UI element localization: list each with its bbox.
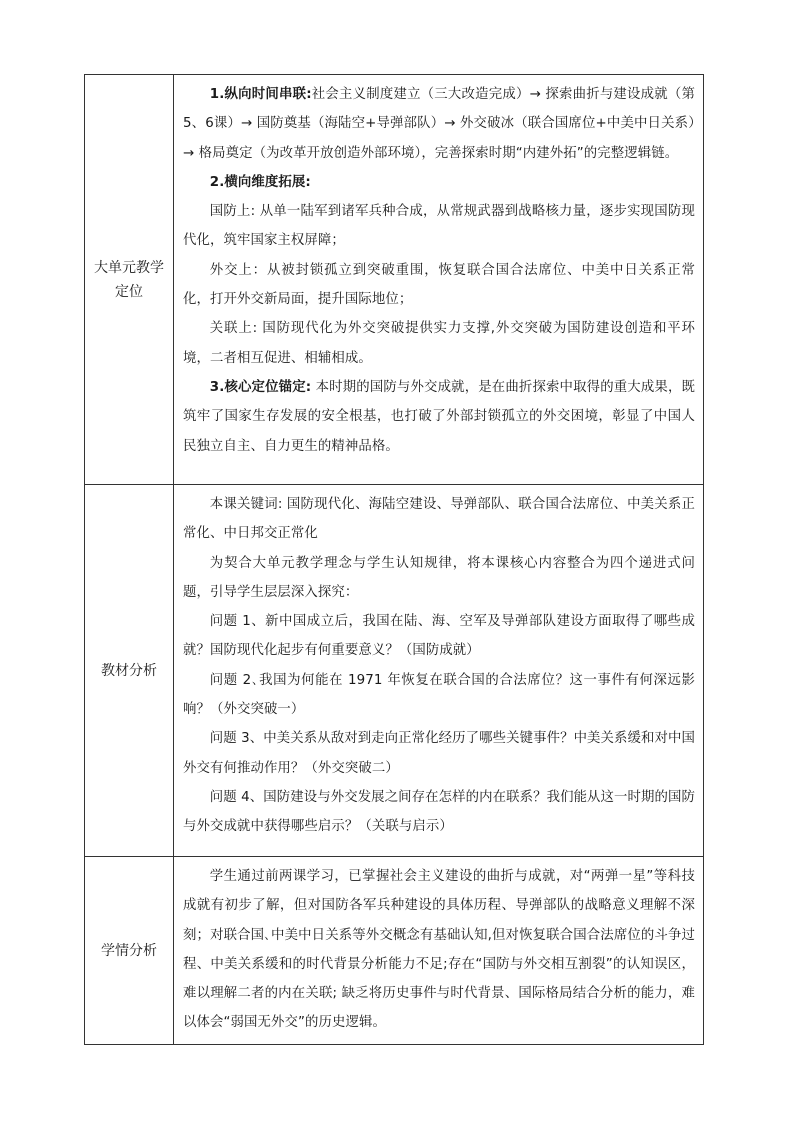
paragraph-text: 问题 4、国防建设与外交发展之间存在怎样的内在联系？我们能从这一时期的国防与外交成就中获得哪些启示？（关联与启示） [183,789,695,835]
paragraph [183,373,695,461]
row-content [174,857,704,1045]
row-content [174,75,704,485]
table-row [85,75,704,485]
table-row [85,485,704,857]
row-label: 大单元教学定位 [85,75,174,485]
paragraph-text: 问题 1、新中国成立后，我国在陆、海、空军及导弹部队建设方面取得了哪些成就？国防现代化起步有何重要意义？（国防成就） [183,614,695,659]
paragraph-text: 国防上: 从单一陆军到诸军兵种合成，从常规武器到战略核力量，逐步实现国防现代化，筑牢国家主权屏障； [183,204,695,249]
paragraph [183,724,695,783]
paragraph-heading: 3.核心定位锚定: [209,379,312,395]
paragraph-text: 本时期的国防与外交成就，是在曲折探索中取得的重大成果，既筑牢了国家生存发展的安全根基，也打破了外部封锁孤立的外交困境，彰显了中国人民独立自主、自力更生的精神品格。 [183,379,695,454]
paragraph [183,256,695,315]
paragraph-text: 本课关键词: 国防现代化、海陆空建设、导弹部队、联合国合法席位、中美关系正常化、中日邦交正常化 [183,497,695,542]
paragraph-text: 社会主义制度建立（三大改造完成）→ 探索曲折与建设成就（第5、6课）→ 国防奠基（海陆空+导弹部队）→ 外交破冰（联合国席位+中美中日关系）→ 格局奠定（为改革开放创造外部环境），完善探索时期“内建外拓”的完整逻辑链。 [183,87,695,161]
paragraph [183,80,695,168]
paragraph-text: 关联上: 国防现代化为外交突破提供实力支撑,外交突破为国防建设创造和平环境，二者相互促进、相辅相成。 [183,321,695,366]
paragraph-text: 外交上：从被封锁孤立到突破重围，恢复联合国合法席位、中美中日关系正常化，打开外交新局面，提升国际地位； [183,262,695,308]
paragraph [183,607,695,666]
paragraph [183,197,695,256]
paragraph-heading: 2.横向维度拓展: [209,174,311,190]
paragraph [183,549,695,608]
paragraph-text: 问题 2､我国为何能在 1971 年恢复在联合国的合法席位？这一事件有何深远影响？（外交突破一） [183,672,695,718]
paragraph [183,862,695,1038]
paragraph [183,168,695,197]
lesson-plan-table [84,74,704,1045]
row-label: 学情分析 [85,857,174,1045]
row-label: 教材分析 [85,485,174,857]
paragraph [183,783,695,842]
paragraph [183,490,695,549]
paragraph-text: 问题 3、中美关系从敌对到走向正常化经历了哪些关键事件？中美关系缓和对中国外交有何推动作用？（外交突破二） [183,731,695,776]
paragraph [183,314,695,373]
paragraph-heading: 1.纵向时间串联: [209,87,312,102]
row-content [174,485,704,857]
table-row [85,857,704,1045]
paragraph [183,666,695,725]
paragraph-text: 为契合大单元教学理念与学生认知规律，将本课核心内容整合为四个递进式问题，引导学生层层深入探究： [183,555,695,600]
paragraph-text: 学生通过前两课学习，已掌握社会主义建设的曲折与成就，对“两弹一星”等科技成就有初步了解，但对国防各军兵种建设的具体历程、导弹部队的战略意义理解不深刻；对联合国､中美中日关系等外交概念有基础认知,但对恢复联合国合法席位的斗争过程、中美关系缓和的时代背景分析能力不足;存在“国防与外交相互割裂”的认知误区，难以理解二者的内在关联; 缺乏将历史事件与时代背景、国际格局结合分析的能力，难以体会“弱国无外交”的历史逻辑。 [183,869,695,1031]
